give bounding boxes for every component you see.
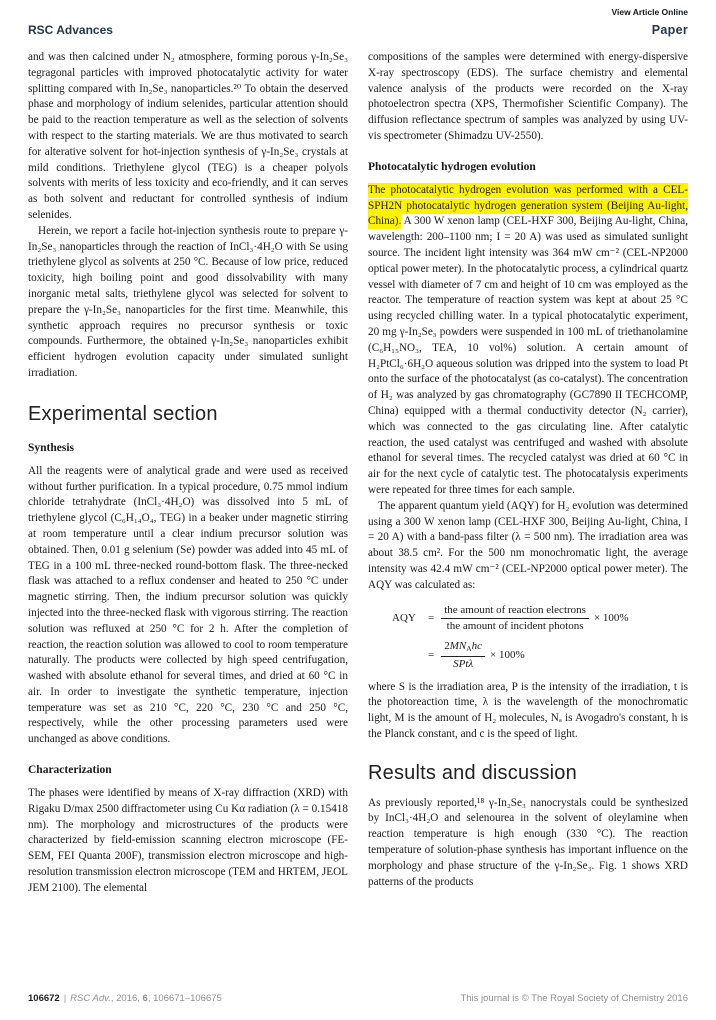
paragraph-photocatalytic-rest: A 300 W xenon lamp (CEL-HXF 300, Beijing Au-light, China, wavelength: 200–1100 nm; I = 20 A) was used as simulated sunlight source. The incident light intensity was 364 mW cm⁻² (CEL-NP2000 optical power meter). In the photocatalytic process, a cylindrical quartz vessel with diameter of 7 cm and height of 10 cm was employed as the reactor. The temperature of reaction system was kept at about 25 °C using recycled chilling water. In a typical photocatalytic experiment, 20 mg γ-In₂Se₃ powders were suspended in 100 mL of triethanolamine (C₆H₁₅NO₃, TEA, 10 vol%) solution. A certain amount of H₂PtCl₆·6H₂O aqueous solution was dripped into the system to load Pt onto the surface of the photocatalyst (as co-catalyst). The concentration of H₂ was analyzed by gas chromatography (GC7890 II TECHCOMP, China) equipped with a thermal conductivity detector (N₂ carrier), which was connected to the gas circulating line. After catalytic reaction, the used catalyst was centrifuged and washed with absolute ethanol for several times. The recycled catalyst was dried at 60 °C in air for the next cycle of catalytic test. The photocatalysis experiments were repeated for three times for each sample.: [368, 215, 688, 496]
paragraph-equation-terms: where S is the irradiation area, P is the intensity of the irradiation, t is the photoreaction time, λ is the wavelength of the monochromatic light, M is the amount of H₂ molecules, Nₐ is Avogadro's constant, h is the Planck constant, and c is the speed of light.: [368, 680, 688, 740]
fraction-denominator: the amount of incident photons: [446, 619, 584, 632]
footer-citation-year: , 2016,: [110, 993, 143, 1004]
fraction-words: [441, 604, 589, 633]
paragraph-aqy: The apparent quantum yield (AQY) for H₂ evolution was determined using a 300 W xenon lamp (CEL-HXF 300, Beijing Au-light, China, I = 20 A) with a band-pass filter (λ = 500 nm). The irradiation area was about 38.5 cm². For the 500 nm monochromatic light, the average intensity was 42.4 mW cm⁻² (CEL-NP2000 optical power meter). The AQY was calculated as:: [368, 499, 688, 591]
equation-line-2: [392, 640, 688, 671]
fraction-numerator: 2MNAhc: [441, 640, 485, 657]
paragraph-synthesis: All the reagents were of analytical grade and were used as received without further purification. In a typical procedure, 0.75 mmol indium chloride tetrahydrate (InCl₃·4H₂O) was dissolved into 5 mL of triethylene glycol (C₆H₁₄O₄, TEG) in a beaker under magnetic stirring at room temperature until a clear indium precursor solution was obtained. Then, 0.01 g selenium (Se) powder was added into 45 mL of TEG in a 100 mL three-necked round-bottom flask. The three-necked flask was attached to a reflux condenser and heated to 250 °C under magnetic stirring. Then, the indium precursor solution was quickly injected into the three-necked flask with vigorous stirring. The reaction solution was refluxed at 250 °C for 2 h. After the completion of reaction, the reaction solution was allowed to cool to room temperature naturally. The products were collected by high speed centrifugation, washed with absolute ethanol for several times, and dried at 60 °C in air. In order to investigate the synthetic temperature, injection temperature was set as 210 °C, 220 °C, 230 °C and 250 °C, respectively, while the other processing parameters used were unchanged as above conditions.: [28, 464, 348, 746]
highlighted-text: The photocatalytic hydrogen evolution was performed with a CEL-SPH2N photocatalytic hydrogen generation system (Beijing Au-light, China).: [368, 183, 688, 228]
section-heading-results: Results and discussion: [368, 761, 577, 784]
paragraph-characterization-continued: compositions of the samples were determined with energy-dispersive X-ray spectroscopy (EDS). The surface chemistry and elemental valence analysis of the products were recorded on the X-ray photoelectron spectra (XPS, Thermofisher Scientific Company). The diffusion reflectance spectrum of samples was analyzed by using UV-vis spectrometer (Shimadzu UV-2550).: [368, 51, 688, 142]
times-100-percent: × 100%: [593, 611, 629, 624]
footer-separator: |: [63, 993, 67, 1004]
fraction-symbols: [441, 640, 485, 671]
footer-journal-abbrev: RSC Adv.: [70, 993, 111, 1004]
section-heading-experimental: Experimental section: [28, 402, 218, 425]
footer-citation: [28, 993, 222, 1004]
fraction-denominator: SPtλ: [453, 657, 474, 670]
fraction-numerator: the amount of reaction electrons: [441, 604, 589, 619]
view-article-online-link[interactable]: View Article Online: [611, 7, 688, 17]
equals-sign: =: [428, 648, 435, 661]
journal-name: RSC Advances: [28, 23, 113, 37]
left-column: [28, 50, 348, 897]
subsection-heading-synthesis: Synthesis: [28, 441, 75, 454]
subsection-heading-characterization: Characterization: [28, 764, 112, 777]
subsection-heading-photocatalytic: Photocatalytic hydrogen evolution: [368, 160, 536, 173]
footer-copyright: This journal is © The Royal Society of Chemistry 2016: [460, 993, 688, 1004]
aqy-equation: [392, 604, 688, 671]
paragraph-photocatalytic: [368, 183, 688, 499]
footer-citation-pages: , 106671–106675: [147, 993, 222, 1004]
paragraph-results: As previously reported,¹⁸ γ-In₂Se₃ nanocrystals could be synthesized by InCl₃·4H₂O and selenourea in the solvent of oleylamine when reaction temperature is high enough (330 °C). The reaction temperature of solution-phase synthesis has important influence on the morphology and phase structure of the γ-In₂Se₃. Fig. 1 shows XRD patterns of the products: [368, 796, 688, 888]
article-type-label: Paper: [651, 23, 688, 37]
footer-page-number: 106672: [28, 993, 60, 1004]
equation-line-1: [392, 604, 688, 633]
paragraph-intro-continued: and was then calcined under N₂ atmosphere, forming porous γ-In₂Se₃ tegragonal particles with improved photocatalytic activity for water splitting compared with In₂Se₃ nanoparticles.²⁰ To obtain the deserved phase and morphology of indium selenides, particular attention should be paid to the reaction temperature as well as the selection of solvents with respect to the starting materials. We are thus motivated to search for alterative solvent for hot-injection synthesis of γ-In₂Se₃ crystals at mild conditions. Triethylene glycol (TEG) is a cheaper polyols solvents with merits of less toxicity and eco-friendly, and it can serves as both solvent and reductant for controlled synthesis of indium selenides.: [28, 51, 348, 221]
equals-sign: =: [428, 611, 435, 624]
equation-lhs: AQY: [392, 611, 416, 624]
footer-citation-volume: 6: [142, 993, 148, 1004]
paragraph-herein: Herein, we report a facile hot-injection synthesis route to prepare γ-In₂Se₃ nanoparticles through the reaction of InCl₃·4H₂O with Se using triethylene glycol as solvents at 250 °C. Because of low price, reduced toxicity, high boiling point and good dissolvability with many inorganic metal salts, triethylene glycol was selected for solvent to prepare the γ-In₂Se₃ nanoparticles for the first time. Meanwhile, this synthetic approach requires no precursor synthesis or toxic compounds. Furthermore, the obtained γ-In₂Se₃ nanoparticles exhibit efficient hydrogen evolution capacity under simulated sunlight irradiation.: [28, 224, 348, 379]
times-100-percent: × 100%: [490, 648, 525, 661]
paragraph-characterization: The phases were identified by means of X-ray diffraction (XRD) with Rigaku D/max 2500 diffractometer using Cu Kα radiation (λ = 0.15418 nm). The morphology and microstructures of the products were characterized by field-emission scanning electron microscope (FE-SEM, FEI Quanta 200F), transmission electron microscope and high-resolution transmission electron microscope (TEM and HRTEM, JEOL JEM 2100). The elemental: [28, 787, 348, 894]
right-column: [368, 50, 688, 890]
